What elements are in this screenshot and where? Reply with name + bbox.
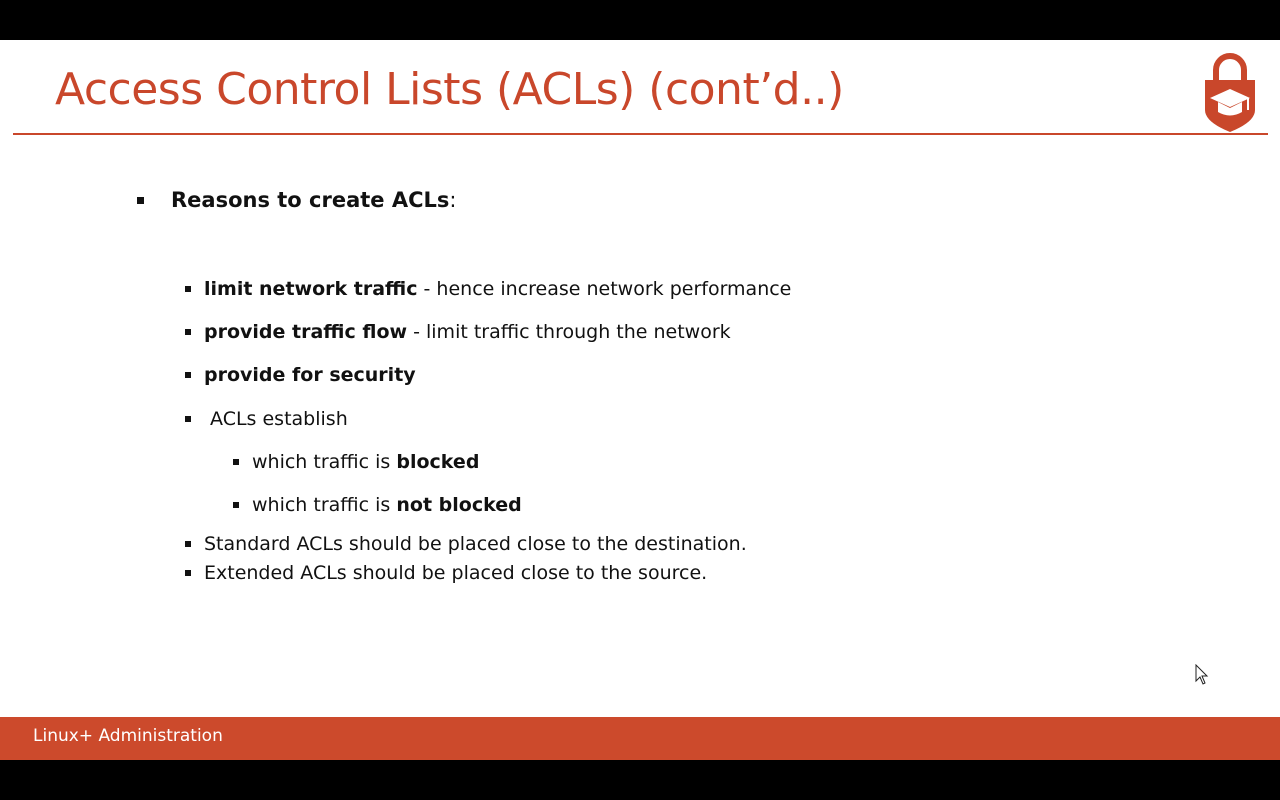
sub-bullet-blocked — [252, 451, 479, 473]
bullet-extended-acls: Extended ACLs should be placed close to the source. — [204, 562, 708, 584]
sub-bullet-text: which traffic is — [252, 451, 397, 473]
footer-bar — [0, 717, 1280, 760]
mouse-pointer-icon — [1195, 664, 1209, 686]
slide-title: Access Control Lists (ACLs) (cont’d..) — [55, 64, 844, 115]
bullet-marker — [233, 502, 239, 508]
bullet-standard-acls: Standard ACLs should be placed close to the destination. — [204, 533, 747, 555]
bullet-security — [204, 364, 416, 386]
reasons-heading-colon: : — [449, 188, 457, 212]
title-underline — [13, 133, 1268, 135]
bullet-marker — [185, 372, 191, 378]
sub-bullet-not-blocked — [252, 494, 522, 516]
bullet-traffic-flow — [204, 321, 731, 343]
bullet-acls-establish: ACLs establish — [204, 408, 348, 430]
bullet-marker — [185, 329, 191, 335]
padlock-graduation-cap-icon — [1202, 50, 1258, 134]
bullet-marker — [137, 197, 144, 204]
bullet-bold: limit network traffic — [204, 278, 418, 300]
bullet-marker — [185, 416, 191, 422]
bullet-rest: - hence increase network performance — [417, 278, 792, 300]
bullet-marker — [233, 459, 239, 465]
bullet-bold: provide traffic flow — [204, 321, 408, 343]
sub-bullet-bold: blocked — [396, 451, 480, 473]
bullet-marker — [185, 570, 191, 576]
slide — [0, 40, 1280, 760]
bullet-limit-traffic — [204, 278, 791, 300]
sub-bullet-text: which traffic is — [252, 494, 397, 516]
bullet-bold: provide for security — [204, 364, 416, 386]
bullet-marker — [185, 286, 191, 292]
footer-text: Linux+ Administration — [33, 726, 223, 746]
bullet-marker — [185, 541, 191, 547]
bullet-rest: - limit traffic through the network — [407, 321, 731, 343]
reasons-heading-bold: Reasons to create ACLs — [171, 188, 450, 212]
reasons-heading — [171, 188, 456, 212]
sub-bullet-bold: not blocked — [396, 494, 522, 516]
